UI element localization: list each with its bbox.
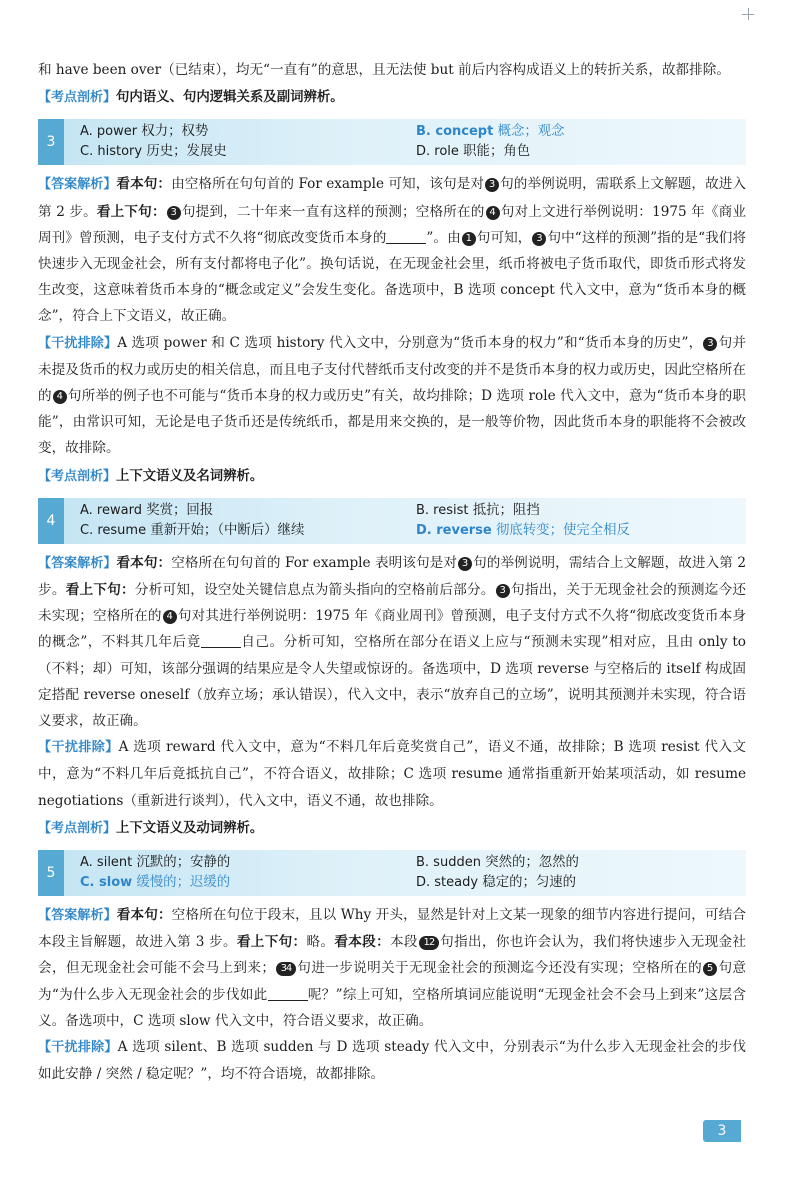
q4-answer-analysis: 【答案解析】看本句：空格所在句句首的 For example 表明该句是对 3 句的举例说明，需结合上文解题，故进入第 2 步。看上下句：分析可知，设空处关键信息点为箭头指向的空格前后部分。 3 句指出，关于无现金社会的预测迄今还未实现；空格所在的 4 句对其进行举例说明：1975 年《商业周刊》曾预测，电子支付方式不久将“彻底改变货币本身的概念”，不料其几年后竟 自己。分析可知，空格所在部分在语义上应与“预测未实现”相对应，且由 only to（不料；却）可知，该部分强调的结果应是令人失望或惊讶的。备选项中，D 选项 reverse 与空格后的 itself 构成固定搭配 reverse oneself（放弃立场；承认错误），代入文中，表示“放弃自己的立场”，说明其预测并未实现，符合语义要求，故正确。: [38, 554, 747, 730]
q4-option-c: C. resume 重新开始；（中断后）继续: [80, 522, 305, 538]
q4-number: 4: [38, 498, 64, 544]
circled-number: 5: [703, 962, 717, 976]
circled-number: 3: [485, 178, 499, 192]
q4-option-a: A. reward 奖赏；回报: [80, 502, 214, 518]
q3-option-b-correct: B. concept 概念；观念: [416, 124, 565, 140]
q4-option-b: B. resist 抵抗；阻挡: [416, 502, 540, 518]
blank-line: [201, 632, 241, 648]
page-number: 3: [703, 1120, 741, 1142]
daan-label: 【答案解析】: [38, 177, 117, 193]
circled-number: 34: [276, 962, 296, 976]
kaodian-label: 【考点剖析】: [38, 90, 117, 106]
q3-option-a: A. power 权力；权势: [80, 124, 209, 140]
ganrao-label: 【干扰排除】: [38, 335, 118, 351]
circled-number: 3: [167, 206, 181, 220]
q5-option-a: A. silent 沉默的；安静的: [80, 855, 231, 871]
q3-distractor-analysis: 【干扰排除】A 选项 power 和 C 选项 history 代入文中，分别意为“货币本身的权力”和“货币本身的历史”， 3 句并未提及货币的权力或历史的相关信息，而且电子支付代替纸币支付改变的并不是货币本身的权力或历史，因此空格所在的 4 句所举的例子也不可能与“货币本身的权力或历史”有关，故均排除；D 选项 role 代入文中，意为“货币本身的职能”，由常识可知，无论是电子货币还是传统纸币，都是用来交换的，是一般等价物，因此货币本身的职能将不会被改变，故排除。: [38, 334, 746, 457]
q4-option-d-correct: D. reverse 彻底转变；使完全相反: [416, 522, 630, 538]
kaodian-1: [38, 84, 746, 111]
q5-option-b: B. sudden 突然的；忽然的: [416, 855, 579, 871]
circled-number: 1: [462, 232, 476, 246]
kaodian-text: 句内语义、句内逻辑关系及副词辨析。: [116, 90, 344, 106]
circled-number: 3: [703, 337, 717, 351]
q4-options-box: [38, 498, 746, 544]
blank-line: [386, 228, 426, 244]
q5-distractor-analysis: 【干扰排除】A 选项 silent、B 选项 sudden 与 D 选项 steady 代入文中，分别表示“为什么步入无现金社会的步伐如此安静 / 突然 / 稳定呢？”，均不符合语境，故都排除。: [38, 1039, 746, 1083]
circled-number: 4: [486, 206, 500, 220]
q5-option-d: D. steady 稳定的；匀速的: [416, 875, 577, 891]
q5-options-box: [38, 850, 746, 896]
q4-kaodian: 【考点剖析】上下文语义及动词辨析。: [38, 820, 264, 836]
circled-number: 3: [496, 584, 510, 598]
corner-crop-mark: [742, 8, 754, 20]
blank-line: [268, 985, 308, 1001]
circled-number: 3: [532, 232, 546, 246]
q3-kaodian: 【考点剖析】上下文语义及名词辨析。: [38, 468, 264, 484]
q5-number: 5: [38, 850, 64, 896]
q3-number: 3: [38, 119, 64, 165]
intro-paragraph: 和 have been over（已结束），均无“一直有”的意思，且无法使 but 前后内容构成语义上的转折关系，故都排除。: [38, 62, 730, 78]
q5-answer-analysis: 【答案解析】看本句：空格所在句位于段末，且以 Why 开头，显然是针对上文某一现象的细节内容进行提问，可结合本段主旨解题，故进入第 3 步。看上下句：略。看本段：本段 12 句指出，你也许会认为，我们将快速步入无现金社会，但无现金社会可能不会马上到来； 34 句进一步说明关于无现金社会的预测迄今还没有实现；空格所在的 5 句意为“为什么步入无现金社会的步伐如此 呢？”综上可知，空格所填词应能说明“无现金社会不会马上到来”这层含义。备选项中，C 选项 slow 代入文中，符合语义要求，故正确。: [38, 907, 747, 1029]
circled-number: 12: [419, 936, 439, 950]
q3-answer-analysis: 【答案解析】看本句：由空格所在句句首的 For example 可知，该句是对 3 句的举例说明，需联系上文解题，故进入第 2 步。看上下句： 3 句提到，二十年来一直有这样的预测；空格所在的 4 句对上文进行举例说明：1975 年《商业周刊》曾预测，电子支付方式不久将“彻底改变货币本身的 ”。由 1 句可知， 3 句中“这样的预测”指的是“我们将快速步入无现金社会，所有支付都将电子化”。换句话说，在无现金社会里，纸币将被电子货币取代，即货币形式将发生改变，这意味着货币本身的“概念或定义”会发生变化。备选项中，B 选项 concept 代入文中，意为“货币本身的概念”，符合上下文语义，故正确。: [38, 176, 747, 325]
circled-number: 3: [458, 557, 472, 571]
q5-option-c-correct: C. slow 缓慢的；迟缓的: [80, 875, 231, 891]
q4-distractor-analysis: 【干扰排除】A 选项 reward 代入文中，意为“不料几年后竟奖赏自己”，语义不通，故排除；B 选项 resist 代入文中，意为“不料几年后竟抵抗自己”，不符合语义，故排除；C 选项 resume 通常指重新开始某项活动，如 resume negotiations（重新进行谈判），代入文中，语义不通，故也排除。: [38, 739, 746, 809]
q3-option-c: C. history 历史；发展史: [80, 144, 227, 160]
q3-option-d: D. role 职能；角色: [416, 144, 531, 160]
circled-number: 4: [53, 390, 67, 404]
page-content: [38, 57, 746, 1088]
q3-options-box: [38, 119, 746, 165]
circled-number: 4: [163, 610, 177, 624]
